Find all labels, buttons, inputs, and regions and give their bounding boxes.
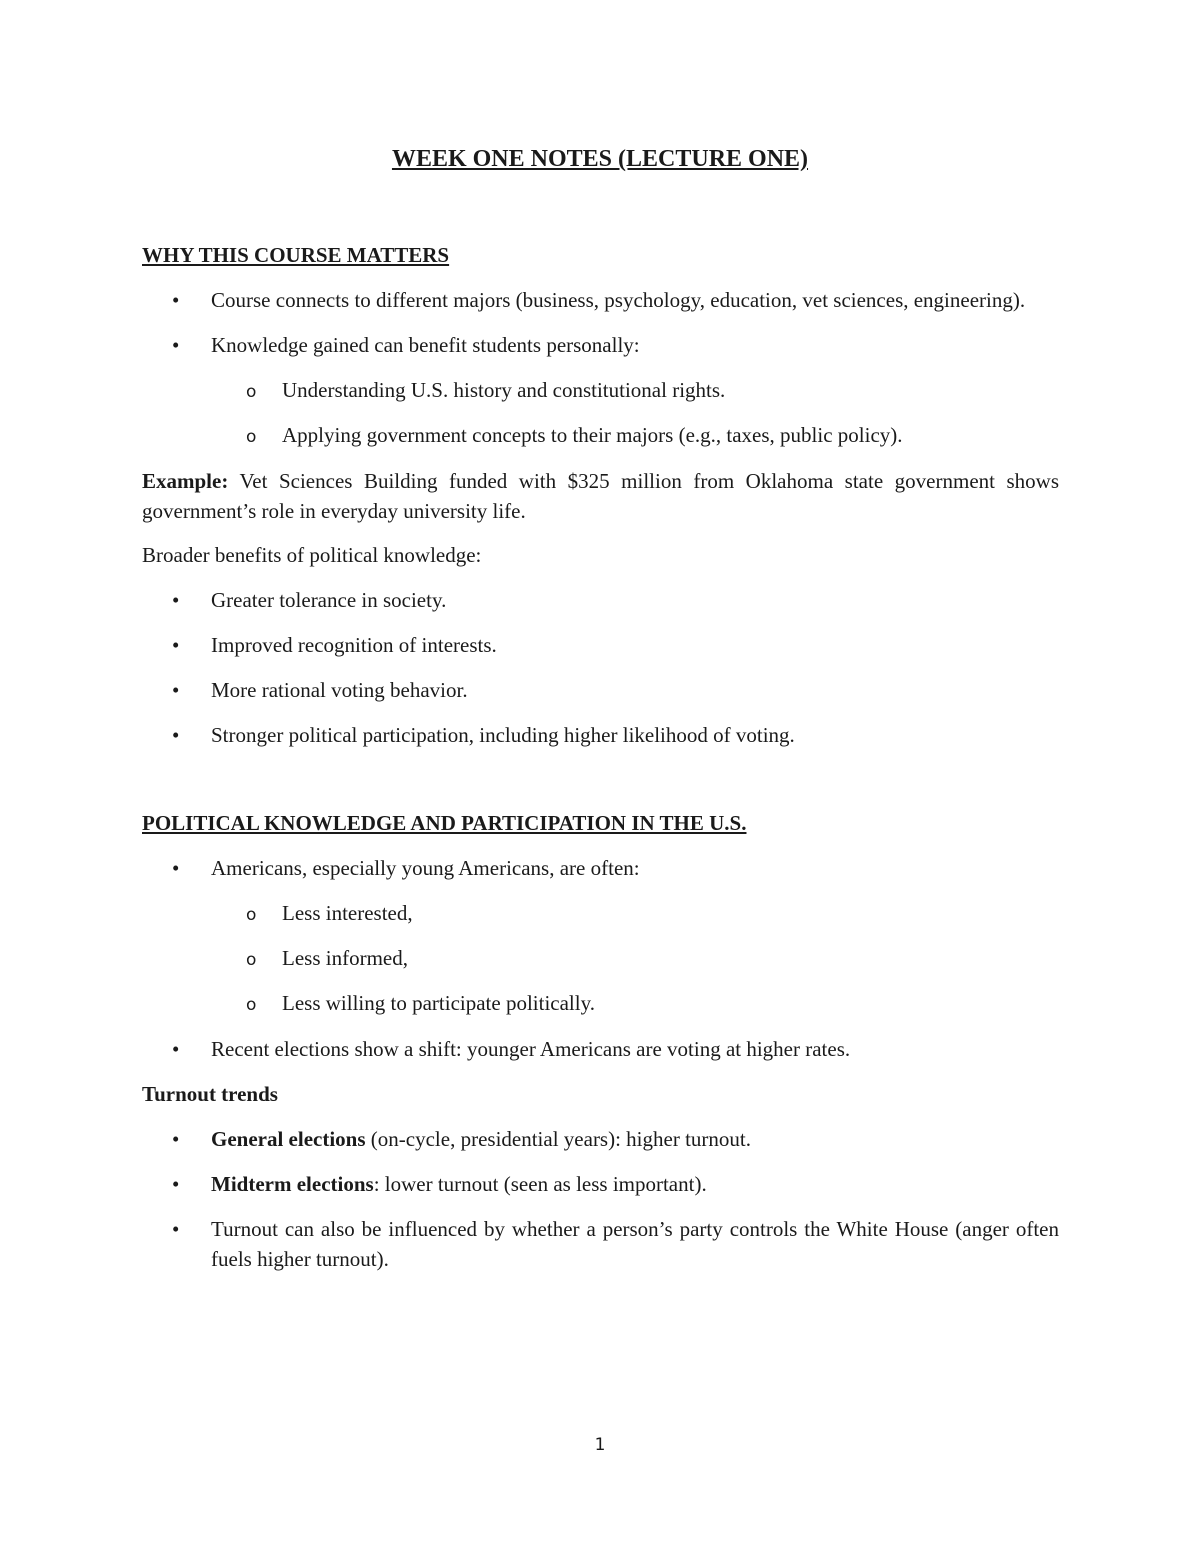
midterm-elections-label: Midterm elections xyxy=(211,1172,374,1196)
list-item xyxy=(142,330,1059,360)
list-item-text: (on-cycle, presidential years): higher turnout. xyxy=(365,1127,751,1151)
bullet-marker: • xyxy=(172,723,180,747)
sub-bullet-marker: o xyxy=(246,995,257,1015)
sub-list-item xyxy=(142,943,1059,973)
bullet-marker: • xyxy=(172,633,180,657)
list-item-text: Americans, especially young Americans, are often: xyxy=(211,856,640,880)
list-item-text: Recent elections show a shift: younger Americans are voting at higher rates. xyxy=(211,1037,851,1061)
list-item xyxy=(142,630,1059,660)
bullet-marker: • xyxy=(172,588,180,612)
section-heading-why-course-matters: WHY THIS COURSE MATTERS xyxy=(142,243,450,267)
list-item-text: Stronger political participation, including higher likelihood of voting. xyxy=(211,723,795,747)
document-title: WEEK ONE NOTES (LECTURE ONE) xyxy=(391,146,809,172)
example-label: Example: xyxy=(142,469,229,493)
turnout-trends-heading: Turnout trends xyxy=(142,1082,278,1106)
bullet-marker: • xyxy=(172,1037,180,1061)
sub-bullet-marker: o xyxy=(246,382,257,402)
list-item-text: Greater tolerance in society. xyxy=(211,588,447,612)
list-item xyxy=(142,1124,1059,1154)
sub-list-item xyxy=(142,898,1059,928)
list-item-text: Course connects to different majors (business, psychology, education, vet sciences, engineering). xyxy=(211,288,1026,312)
bullet-marker: • xyxy=(172,1217,180,1241)
list-item-text: Knowledge gained can benefit students personally: xyxy=(211,333,640,357)
list-item xyxy=(142,853,1059,883)
sub-list-item-text: Less willing to participate politically. xyxy=(282,991,595,1015)
bullet-marker: • xyxy=(172,288,180,312)
list-item xyxy=(142,285,1059,315)
sub-list-item xyxy=(142,988,1059,1018)
benefits-list xyxy=(142,585,1059,750)
sub-list xyxy=(142,375,1059,450)
list-item xyxy=(142,1034,1059,1064)
bullet-list xyxy=(142,853,1059,883)
sub-list-item-text: Less informed, xyxy=(282,946,408,970)
sub-list-item xyxy=(142,420,1059,450)
example-paragraph xyxy=(142,466,1059,526)
bullet-marker: • xyxy=(172,1127,180,1151)
list-item xyxy=(142,585,1059,615)
turnout-list xyxy=(142,1124,1059,1274)
list-item xyxy=(142,1169,1059,1199)
list-item-text: Turnout can also be influenced by whether a person’s party controls the White House (anger often fuels higher turnout). xyxy=(211,1217,1059,1271)
sub-list-item-text: Understanding U.S. history and constitutional rights. xyxy=(282,378,726,402)
bullet-marker: • xyxy=(172,333,180,357)
list-item xyxy=(142,720,1059,750)
sub-list xyxy=(142,898,1059,1018)
bullet-list xyxy=(142,285,1059,360)
section-heading-political-knowledge: POLITICAL KNOWLEDGE AND PARTICIPATION IN THE U.S. xyxy=(142,811,747,835)
page-number: 1 xyxy=(594,1435,606,1455)
list-item xyxy=(142,1214,1059,1274)
general-elections-label: General elections xyxy=(211,1127,366,1151)
sub-bullet-marker: o xyxy=(246,905,257,925)
bullet-marker: • xyxy=(172,678,180,702)
sub-list-item-text: Less interested, xyxy=(282,901,413,925)
list-item xyxy=(142,675,1059,705)
sub-list-item xyxy=(142,375,1059,405)
broader-benefits-intro: Broader benefits of political knowledge: xyxy=(142,543,482,567)
list-item-text: : lower turnout (seen as less important). xyxy=(373,1172,707,1196)
bullet-list xyxy=(142,1034,1059,1064)
document-body xyxy=(142,240,1059,1274)
example-text: Vet Sciences Building funded with $325 million from Oklahoma state government shows government’s role in everyday university life. xyxy=(142,469,1059,523)
bullet-marker: • xyxy=(172,856,180,880)
sub-list-item-text: Applying government concepts to their majors (e.g., taxes, public policy). xyxy=(282,423,903,447)
list-item-text: More rational voting behavior. xyxy=(211,678,468,702)
bullet-marker: • xyxy=(172,1172,180,1196)
sub-bullet-marker: o xyxy=(246,950,257,970)
sub-bullet-marker: o xyxy=(246,427,257,447)
list-item-text: Improved recognition of interests. xyxy=(211,633,497,657)
